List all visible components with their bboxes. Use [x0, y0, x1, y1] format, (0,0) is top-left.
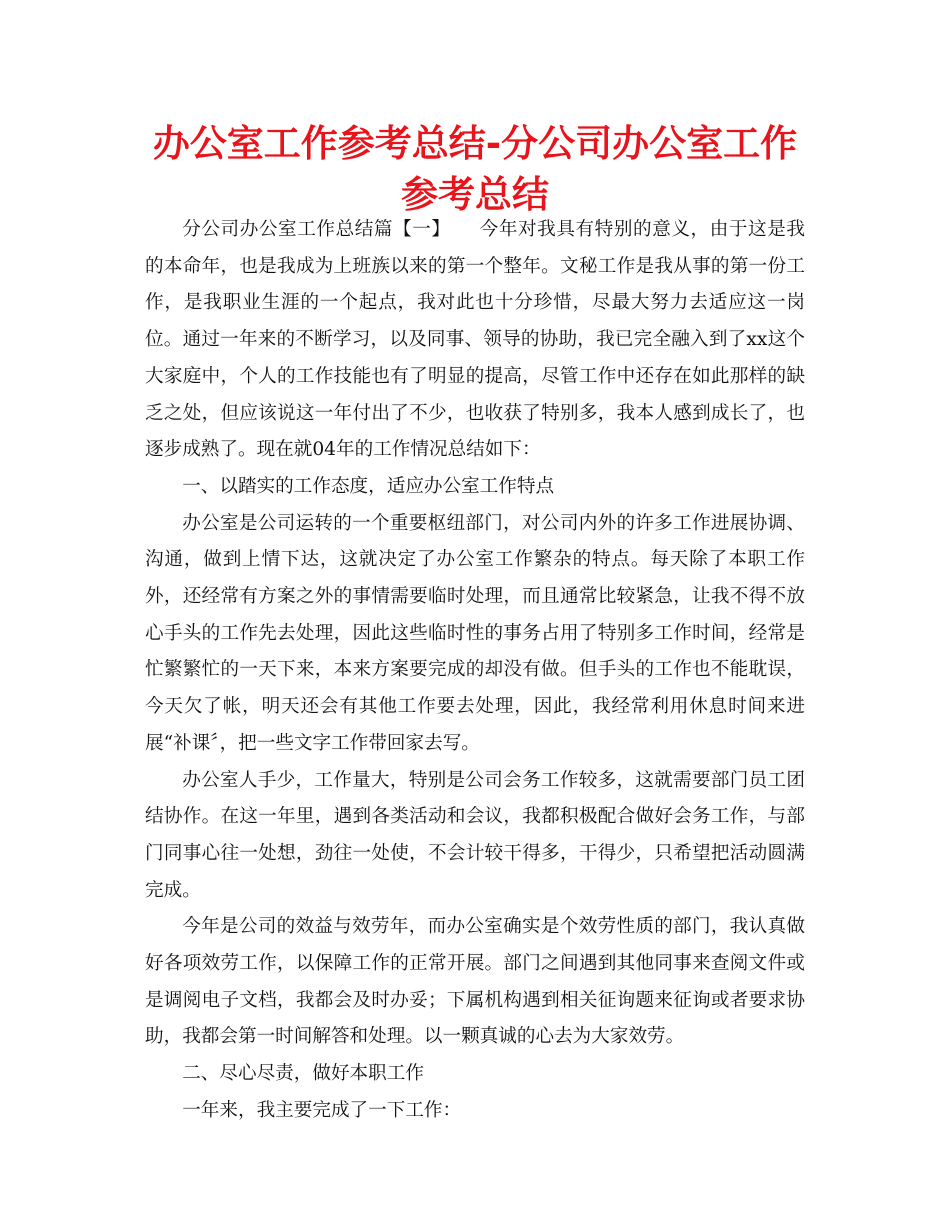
section-heading-2: 二、尽心尽责，做好本职工作 — [182, 1063, 424, 1085]
document-title: 办公室工作参考总结-分公司办公室工作参考总结 — [152, 122, 798, 216]
paragraph-office-role: 办公室是公司运转的一个重要枢纽部门，对公司内外的许多工作进展协调、沟通，做到上情下达，这就决定了办公室工作繁杂的特点。每天除了本职工作外，还经常有方案之外的事情需要临时处理，而且通常比较紧急，让我不得不放心手头的工作先去处理，因此这些临时性的事务占用了特别多工作时间，经常是忙繁繁忙的一天下来，本来方案要完成的却没有做。但手头的工作也不能耽误，今天欠了帐，明天还会有其他工作要去处理，因此，我经常利用休息时间来进展“补课〞，把一些文字工作带回家去写。 — [145, 512, 805, 754]
paragraph-teamwork: 办公室人手少，工作量大，特别是公司会务工作较多，这就需要部门员工团结协作。在这一年里，遇到各类活动和会议，我都积极配合做好会务工作，与部门同事心往一处想，劲往一处使，不会计较干得多，干得少，只希望把活动圆满完成。 — [145, 769, 805, 901]
document-body — [145, 212, 805, 1130]
section-heading-1: 一、以踏实的工作态度，适应办公室工作特点 — [182, 475, 555, 497]
paragraph-intro: 分公司办公室工作总结篇【一】 今年对我具有特别的意义，由于这是我的本命年，也是我成为上班族以来的第一个整年。文秘工作是我从事的第一份工作，是我职业生涯的一个起点，我对此也十分珍惜，尽最大努力去适应这一岗位。通过一年来的不断学习，以及同事、领导的协助，我已完全融入到了xx这个大家庭中，个人的工作技能也有了明显的提高，尽管工作中还存在如此那样的缺乏之处，但应该说这一年付出了不少，也收获了特别多，我本人感到成长了，也逐步成熟了。现在就04年的工作情况总结如下： — [145, 219, 805, 461]
paragraph-work-list-intro: 一年来，我主要完成了一下工作： — [182, 1099, 462, 1121]
paragraph-service: 今年是公司的效益与效劳年，而办公室确实是个效劳性质的部门，我认真做好各项效劳工作，以保障工作的正常开展。部门之间遇到其他同事来查阅文件或是调阅电子文档，我都会及时办妥；下属机构遇到相关征询题来征询或者要求协助，我都会第一时间解答和处理。以一颗真诚的心去为大家效劳。 — [145, 916, 805, 1048]
